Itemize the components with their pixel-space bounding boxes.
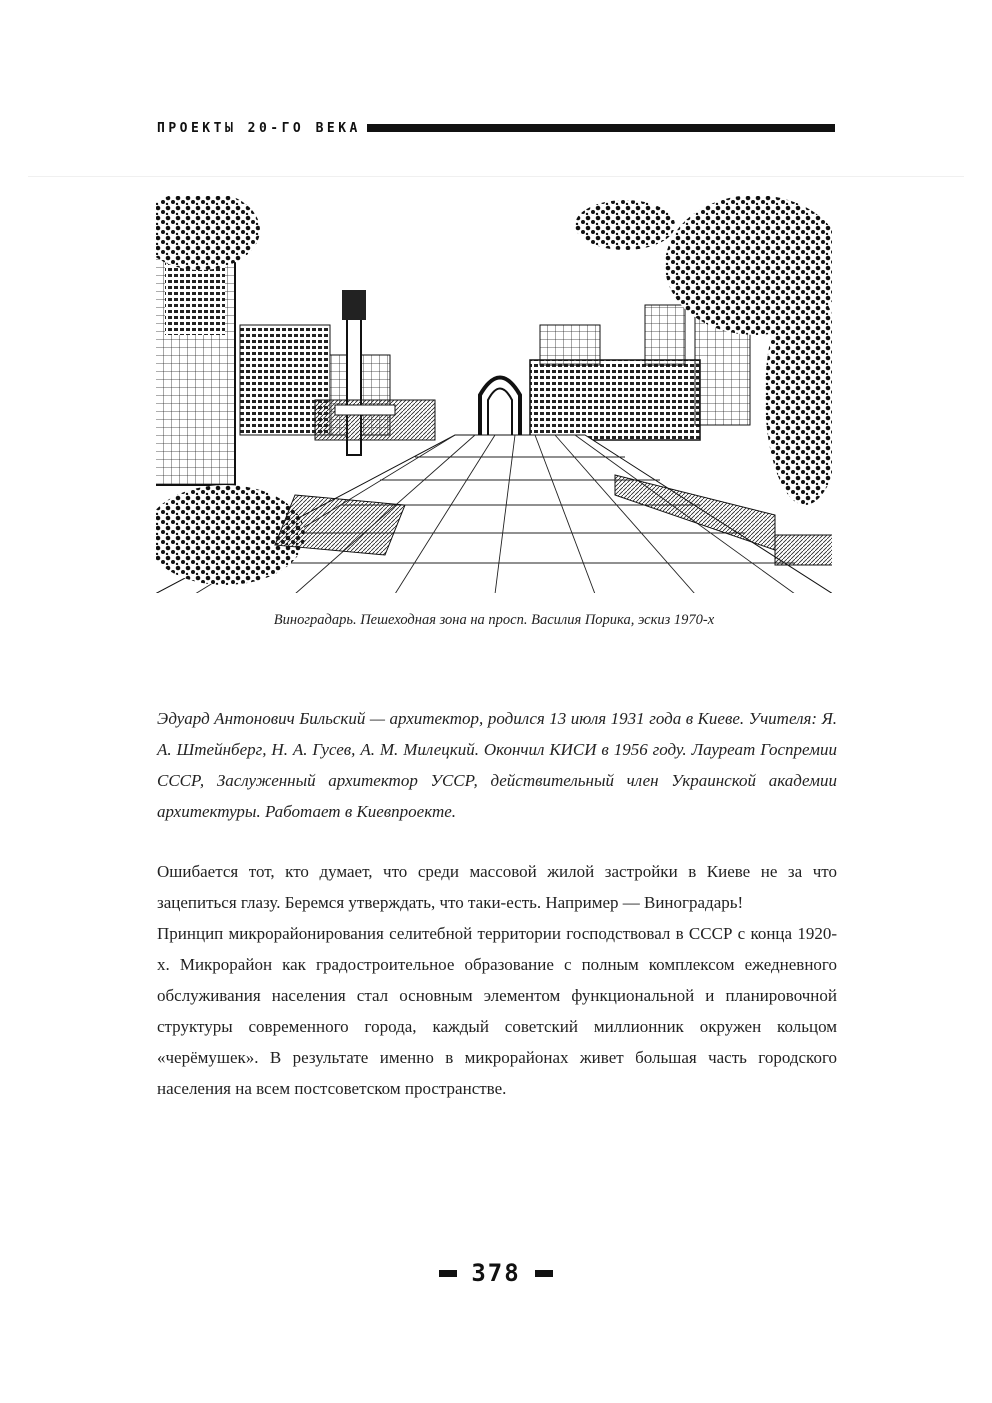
paragraph: Принцип микрорайонирования селитебной территории господствовал в СССР с конца 1920-х. Микрорайон как градостроительное образование с полным комплексом ежедневного обслуживания населения стал основным элементом функциональной и планировочной структуры современного города, каждый советский миллионник окружен кольцом «черёмушек». В результате именно в микрорайонах живет большая часть городского населения на всем постсоветском пространстве. (157, 924, 837, 1098)
article-body (157, 856, 837, 1104)
folio-dash-right (535, 1270, 553, 1277)
running-head-rule (367, 124, 835, 132)
running-title: ПРОЕКТЫ 20-ГО ВЕКА (157, 120, 361, 136)
figure-caption: Виноградарь. Пешеходная зона на просп. Василия Порика, эскиз 1970-х (273, 612, 715, 628)
architect-bio: Эдуард Антонович Бильский — архитектор, родился 13 июля 1931 года в Киеве. Учителя: Я. А. Штейнберг, Н. А. Гусев, А. М. Милецкий. Окончил КИСИ в 1956 году. Лауреат Госпремии СССР, Заслуженный архитектор УССР, действительный член Украинской академии архитектуры. Работает в Киевпроекте. (157, 709, 837, 821)
folio-dash-left (439, 1270, 457, 1277)
illustration-sketch (155, 195, 833, 594)
paragraph: Ошибается тот, кто думает, что среди массовой жилой застройки в Киеве не за что зацепиться глазу. Беремся утверждать, что таки-есть. Например — Виноградарь! (157, 862, 837, 912)
running-head (157, 119, 835, 137)
page-number: 378 (471, 1259, 521, 1287)
page-footer (0, 1260, 992, 1286)
page-divider (28, 176, 964, 177)
